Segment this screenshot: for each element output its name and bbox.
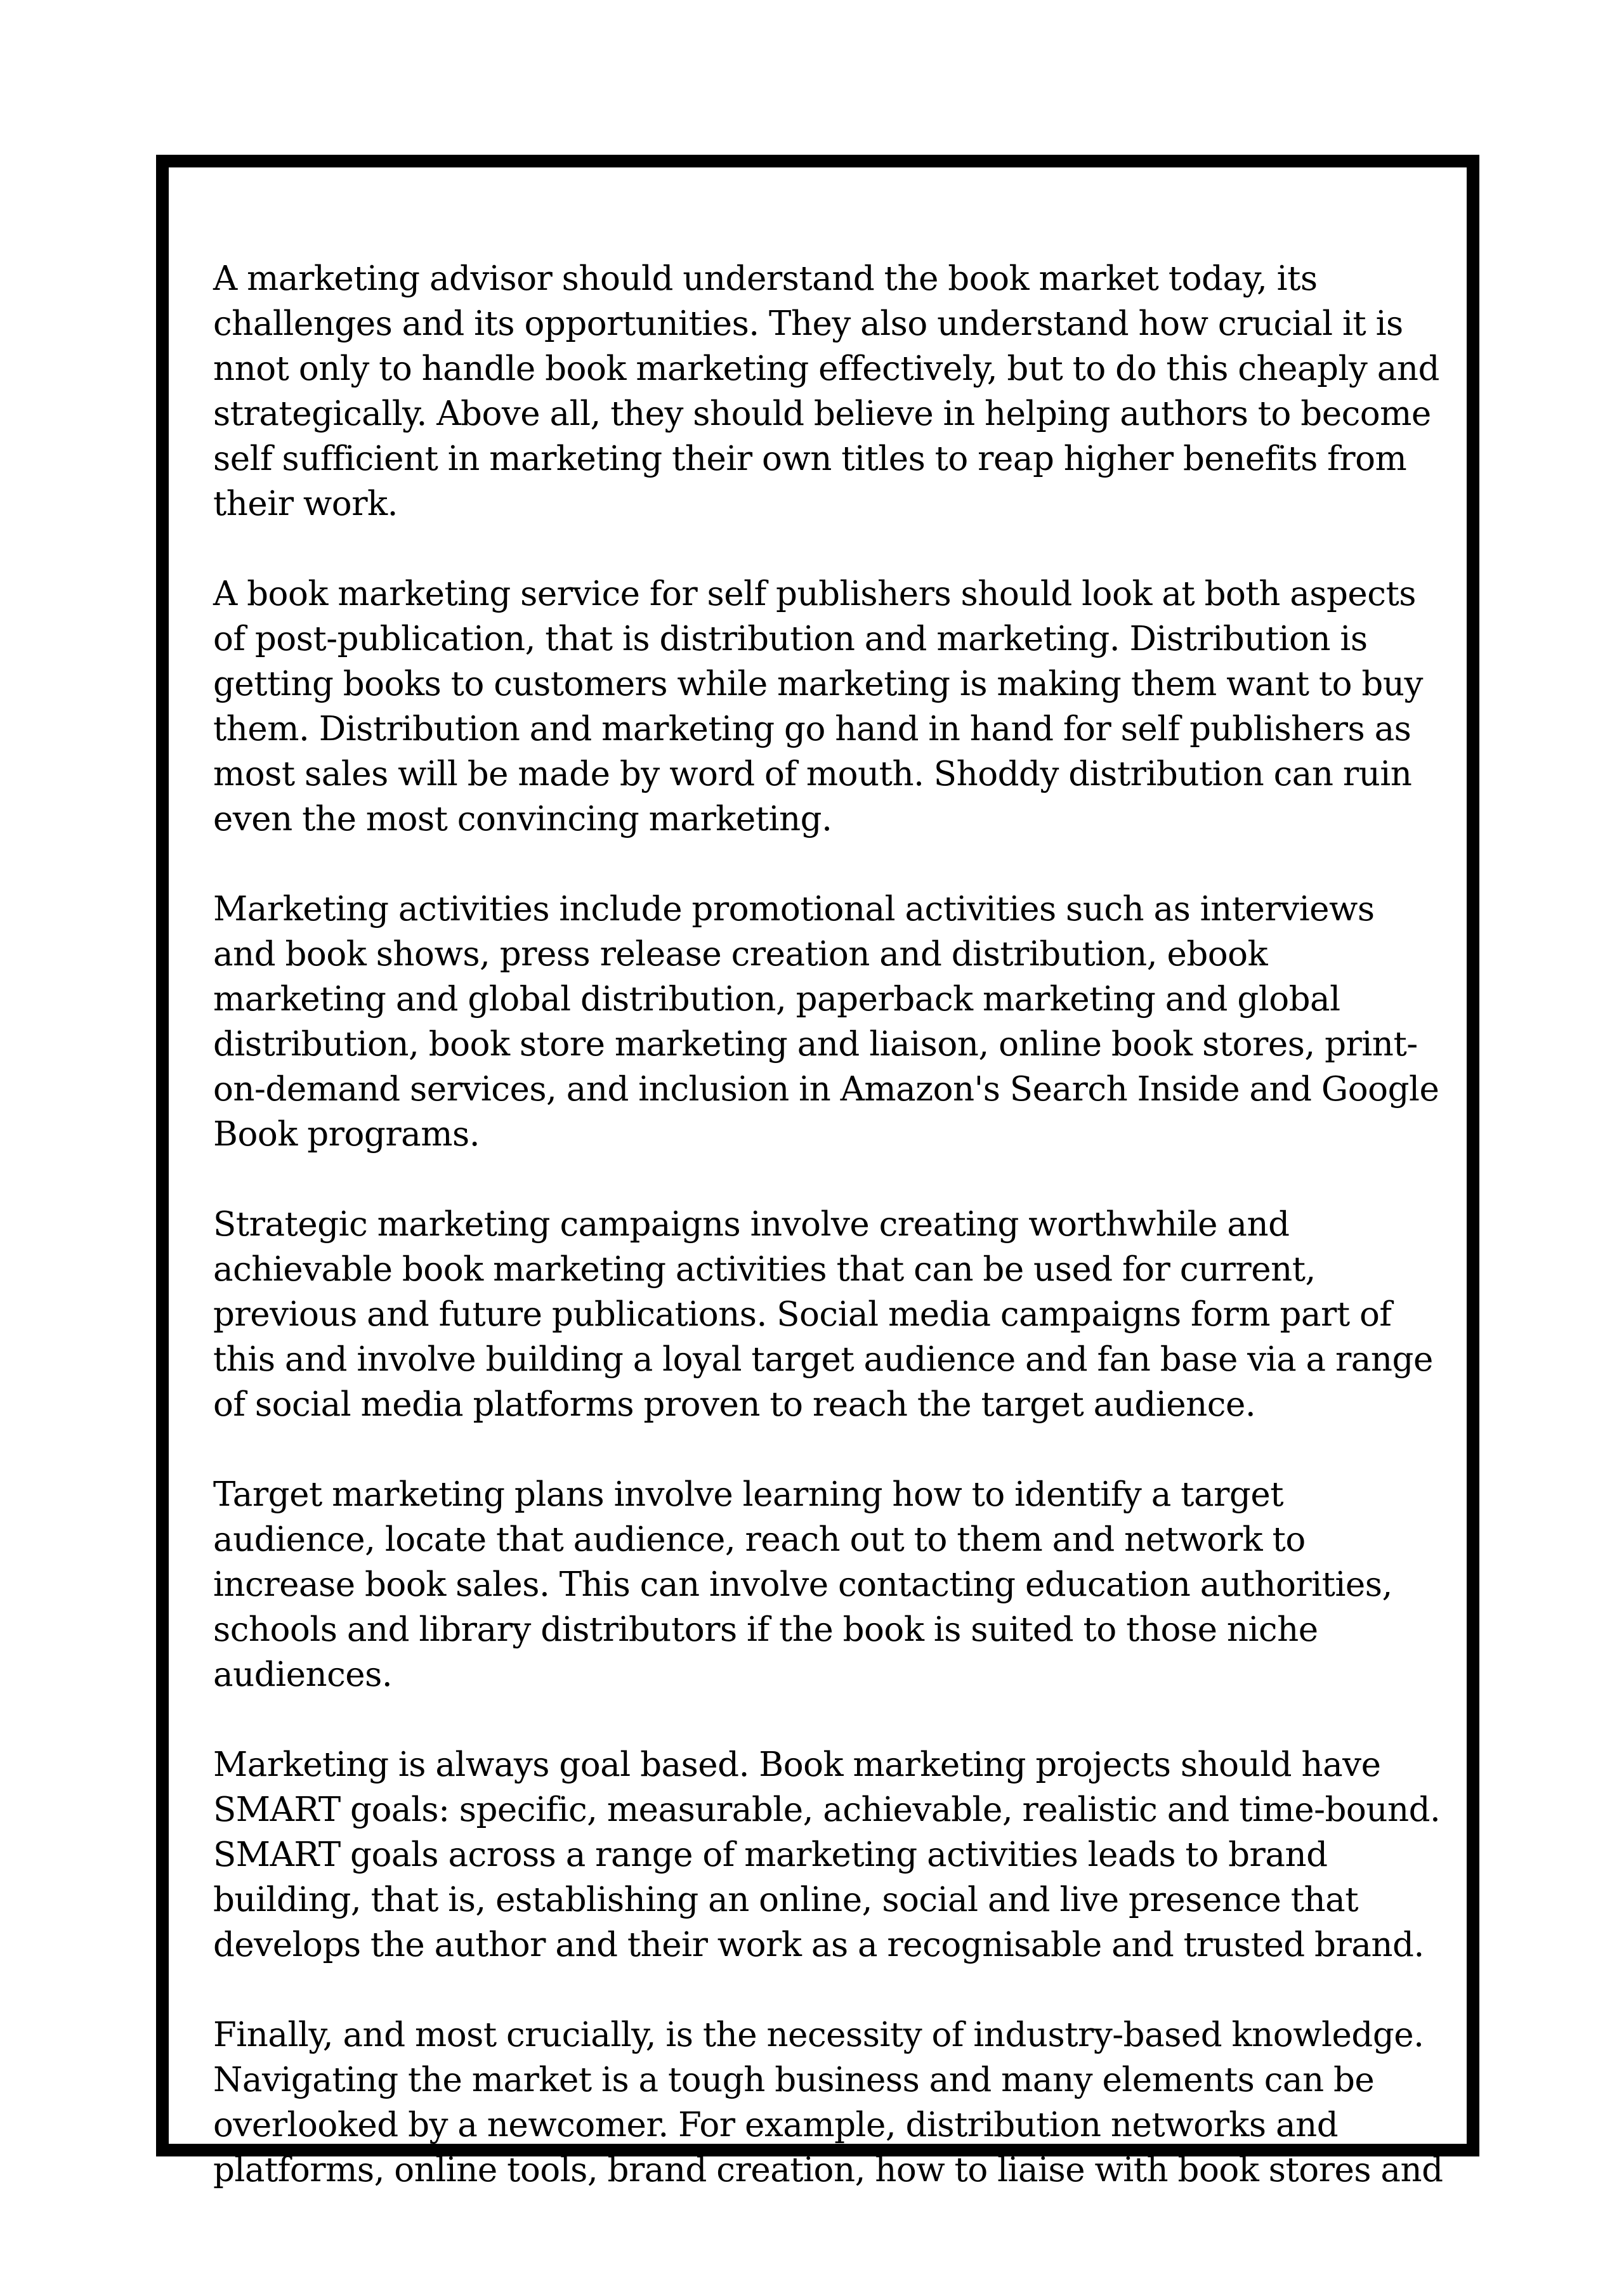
- paragraph-target-marketing: Target marketing plans involve learning how to identify a target audience, locate that audience, reach out to them and network to increase book sales. This can involve contacting education authorities, schools and library distributors if the book is suited to those niche audiences.: [213, 1475, 1392, 1694]
- paragraph-marketing-advisor: A marketing advisor should understand the book market today, its challenges and its opportunities. They also understand how crucial it is nnot only to handle book marketing effectively, but to do this cheaply and strategically. Above all, they should believe in helping authors to become self sufficient in marketing their own titles to reap higher benefits from their work.: [213, 259, 1439, 523]
- page-border-frame: [156, 155, 1479, 2189]
- paragraph-marketing-activities: Marketing activities include promotional activities such as interviews and book shows, press release creation and distribution, ebook marketing and global distribution, paperback marketing and global distribution, book store marketing and liaison, online book stores, print-on-demand services, and inclusion in Amazon's Search Inside and Google Book programs.: [213, 890, 1439, 1154]
- paragraph-industry-knowledge: Finally, and most crucially, is the necessity of industry-based knowledge. Navigating the market is a tough business and many elements can be overlooked by a newcomer. For example, distribution networks and platforms, online tools, brand creation, how to liaise with book stores and: [213, 2016, 1443, 2189]
- paragraph-book-marketing-service: A book marketing service for self publishers should look at both aspects of post-publication, that is distribution and marketing. Distribution is getting books to customers while marketing is making them want to buy them. Distribution and marketing go hand in hand for self publishers as most sales will be made by word of mouth. Shoddy distribution can ruin even the most convincing marketing.: [213, 575, 1423, 838]
- document-body: [213, 256, 1444, 2193]
- paragraph-strategic-campaigns: Strategic marketing campaigns involve creating worthwhile and achievable book marketing activities that can be used for current, previous and future publications. Social media campaigns form part of this and involve building a loyal target audience and fan base via a range of social media platforms proven to reach the target audience.: [213, 1205, 1433, 1424]
- paragraph-smart-goals: Marketing is always goal based. Book marketing projects should have SMART goals: specific, measurable, achievable, realistic and time-bound. SMART goals across a range of marketing activities leads to brand building, that is, establishing an online, social and live presence that develops the author and their work as a recognisable and trusted brand.: [213, 1745, 1441, 1964]
